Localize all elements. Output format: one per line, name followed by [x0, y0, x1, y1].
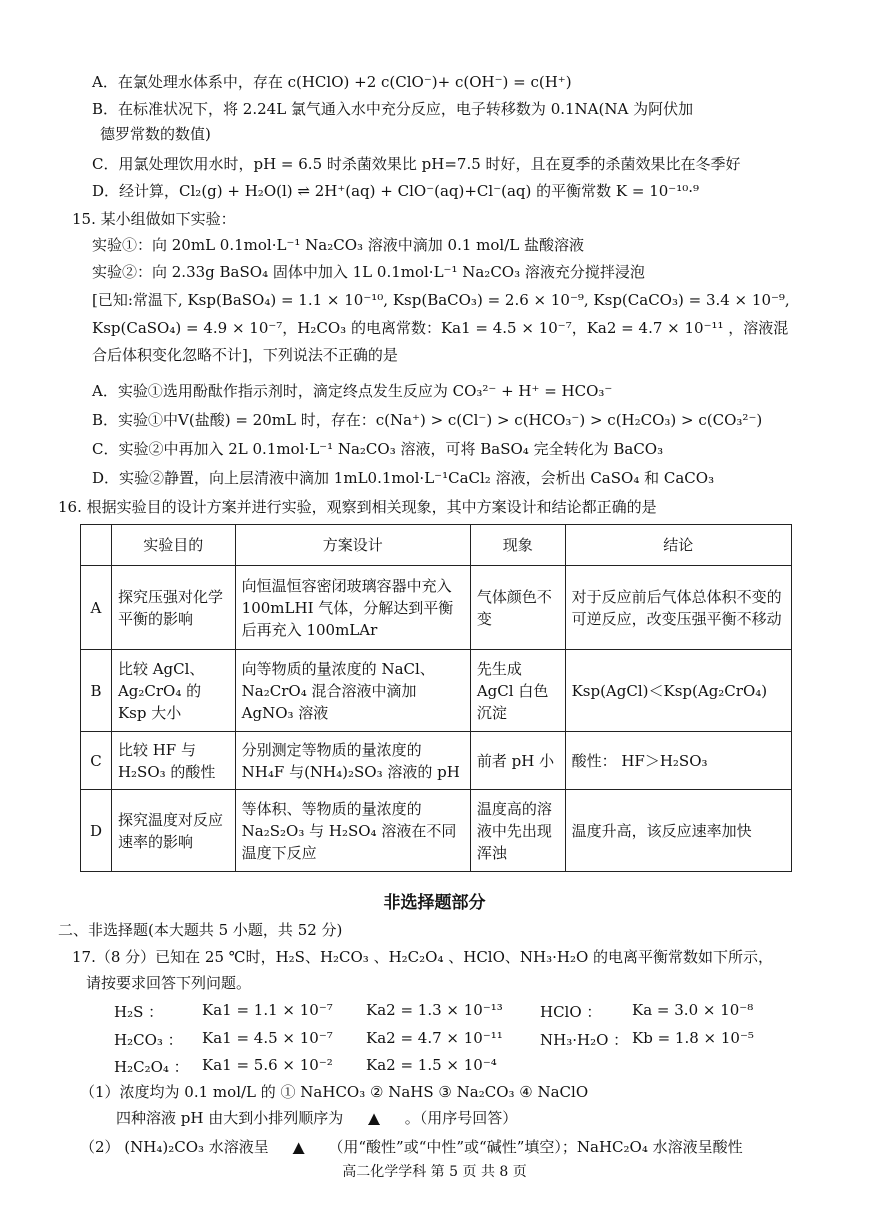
k-value: Ka2 = 1.5 × 10⁻⁴	[366, 1056, 497, 1074]
conclusion-cell: 对于反应前后气体总体积不变的可逆反应，改变压强平衡不移动	[565, 566, 791, 650]
purpose-cell: 比较 HF 与 H₂SO₃ 的酸性	[111, 732, 235, 790]
k-value: Ka2 = 1.3 × 10⁻¹³	[366, 1001, 503, 1019]
table-header: 方案设计	[235, 525, 470, 566]
table-row	[81, 790, 792, 872]
row-label: A	[81, 566, 112, 650]
q17-sub2-suffix: （用“酸性”或“中性”或“碱性”填空）；NaHC₂O₄ 水溶液呈酸性	[328, 1138, 743, 1156]
row-label: B	[81, 650, 112, 732]
k-label: HClO ：	[540, 1003, 602, 1021]
purpose-cell: 探究温度对反应速率的影响	[111, 790, 235, 872]
q15-option-d: D．实验②静置，向上层清液中滴加 1mL0.1mol·L⁻¹CaCl₂ 溶液，会析出 CaSO₄ 和 CaCO₃	[92, 469, 715, 487]
purpose-cell: 比较 AgCl、Ag₂CrO₄ 的 Ksp 大小	[111, 650, 235, 732]
q15-option-a: A．实验①选用酚酞作指示剂时，滴定终点发生反应为 CO₃²⁻ + H⁺ = HCO₃⁻	[92, 382, 613, 400]
conclusion-cell: 酸性： HF＞H₂SO₃	[565, 732, 791, 790]
k-value: Ka1 = 1.1 × 10⁻⁷	[202, 1001, 333, 1019]
design-cell: 分别测定等物质的量浓度的 NH₄F 与(NH₄)₂SO₃ 溶液的 pH	[235, 732, 470, 790]
row-label: D	[81, 790, 112, 872]
table-header	[81, 525, 112, 566]
answer-blank[interactable]: ▲	[368, 1109, 380, 1127]
k-value: Ka = 3.0 × 10⁻⁸	[632, 1001, 754, 1019]
q14-option-c: C．用氯处理饮用水时，pH = 6.5 时杀菌效果比 pH=7.5 时好，且在夏季的杀菌效果比在冬季好	[92, 155, 741, 173]
k-value: Ka1 = 5.6 × 10⁻²	[202, 1056, 333, 1074]
q17-sub1: （1）浓度均为 0.1 mol/L 的 ① NaHCO₃ ② NaHS ③ Na₂CO₃ ④ NaClO	[80, 1083, 589, 1101]
design-cell: 等体积、等物质的量浓度的 Na₂S₂O₃ 与 H₂SO₄ 溶液在不同温度下反应	[235, 790, 470, 872]
q14-option-a: A．在氯处理水体系中，存在 c(HClO) +2 c(ClO⁻)+ c(OH⁻) = c(H⁺)	[92, 73, 572, 91]
table-row	[81, 650, 792, 732]
design-cell: 向等物质的量浓度的 NaCl、Na₂CrO₄ 混合溶液中滴加 AgNO₃ 溶液	[235, 650, 470, 732]
q17-sub1-prompt: 四种溶液 pH 由大到小排列顺序为	[116, 1109, 344, 1127]
page-footer: 高二化学学科 第 5 页 共 8 页	[342, 1164, 527, 1180]
k-value: Ka1 = 4.5 × 10⁻⁷	[202, 1029, 333, 1047]
section-title: 非选择题部分	[383, 893, 486, 913]
q14-option-d: D．经计算，Cl₂(g) + H₂O(l) ⇌ 2H⁺(aq) + ClO⁻(aq)+Cl⁻(aq) 的平衡常数 K = 10⁻¹⁰·⁹	[92, 182, 700, 200]
experiment-table	[80, 524, 792, 872]
q15-known-3: 合后体积变化忽略不计]，下列说法不正确的是	[92, 346, 398, 364]
phenomenon-cell: 温度高的溶液中先出现浑浊	[470, 790, 565, 872]
q17-stem-2: 请按要求回答下列问题。	[86, 974, 252, 992]
q15-stem: 15. 某小组做如下实验：	[72, 210, 236, 228]
k-label: NH₃·H₂O ：	[540, 1031, 629, 1049]
k-label: H₂S ：	[114, 1003, 164, 1021]
table-header: 结论	[565, 525, 791, 566]
k-value: Ka2 = 4.7 × 10⁻¹¹	[366, 1029, 503, 1047]
q17-stem-1: 17.（8 分）已知在 25 ℃时，H₂S、H₂CO₃ 、H₂C₂O₄ 、HClO、NH₃·H₂O 的电离平衡常数如下所示，	[72, 948, 774, 966]
q15-exp2: 实验②：向 2.33g BaSO₄ 固体中加入 1L 0.1mol·L⁻¹ Na₂CO₃ 溶液充分搅拌浸泡	[92, 263, 645, 281]
part-two-heading: 二、非选择题(本大题共 5 小题，共 52 分)	[58, 921, 343, 939]
q17-sub2-prompt: （2） (NH₄)₂CO₃ 水溶液呈	[80, 1138, 269, 1156]
q15-known-2: Ksp(CaSO₄) = 4.9 × 10⁻⁷，H₂CO₃ 的电离常数：Ka1 = 4.5 × 10⁻⁷，Ka2 = 4.7 × 10⁻¹¹ ，溶液混	[92, 319, 789, 337]
conclusion-cell: 温度升高，该反应速率加快	[565, 790, 791, 872]
q14-option-b: B．在标准状况下，将 2.24L 氯气通入水中充分反应，电子转移数为 0.1NA(NA 为阿伏加	[92, 100, 694, 118]
table-row	[81, 566, 792, 650]
table-row	[81, 732, 792, 790]
q17-sub1-suffix: 。（用序号回答）	[404, 1109, 518, 1127]
phenomenon-cell: 先生成 AgCl 白色沉淀	[470, 650, 565, 732]
table-header: 现象	[470, 525, 565, 566]
q17-sub2	[80, 1137, 743, 1157]
q15-exp1: 实验①：向 20mL 0.1mol·L⁻¹ Na₂CO₃ 溶液中滴加 0.1 mol/L 盐酸溶液	[92, 236, 585, 254]
row-label: C	[81, 732, 112, 790]
q15-known-1: [已知:常温下, Ksp(BaSO₄) = 1.1 × 10⁻¹⁰, Ksp(BaCO₃) = 2.6 × 10⁻⁹, Ksp(CaCO₃) = 3.4 × 10⁻⁹,	[92, 291, 790, 309]
q17-sub1-answer-line	[116, 1108, 517, 1128]
q15-option-c: C．实验②中再加入 2L 0.1mol·L⁻¹ Na₂CO₃ 溶液，可将 BaSO₄ 完全转化为 BaCO₃	[92, 440, 664, 458]
q16-stem: 16. 根据实验目的设计方案并进行实验，观察到相关现象，其中方案设计和结论都正确的是	[58, 498, 657, 516]
q14-option-b-cont: 德罗常数的数值)	[100, 125, 211, 143]
answer-blank[interactable]: ▲	[292, 1138, 305, 1156]
conclusion-cell: Ksp(AgCl)＜Ksp(Ag₂CrO₄)	[565, 650, 791, 732]
k-value: Kb = 1.8 × 10⁻⁵	[632, 1029, 754, 1047]
table-header-row	[81, 525, 792, 566]
design-cell: 向恒温恒容密闭玻璃容器中充入 100mLHI 气体，分解达到平衡后再充入 100mLAr	[235, 566, 470, 650]
purpose-cell: 探究压强对化学平衡的影响	[111, 566, 235, 650]
k-label: H₂CO₃ ：	[114, 1031, 183, 1049]
table-header: 实验目的	[111, 525, 235, 566]
q15-option-b: B．实验①中V(盐酸) = 20mL 时，存在：c(Na⁺) > c(Cl⁻) > c(HCO₃⁻) > c(H₂CO₃) > c(CO₃²⁻)	[92, 411, 763, 429]
k-label: H₂C₂O₄ ：	[114, 1058, 189, 1076]
phenomenon-cell: 气体颜色不变	[470, 566, 565, 650]
phenomenon-cell: 前者 pH 小	[470, 732, 565, 790]
